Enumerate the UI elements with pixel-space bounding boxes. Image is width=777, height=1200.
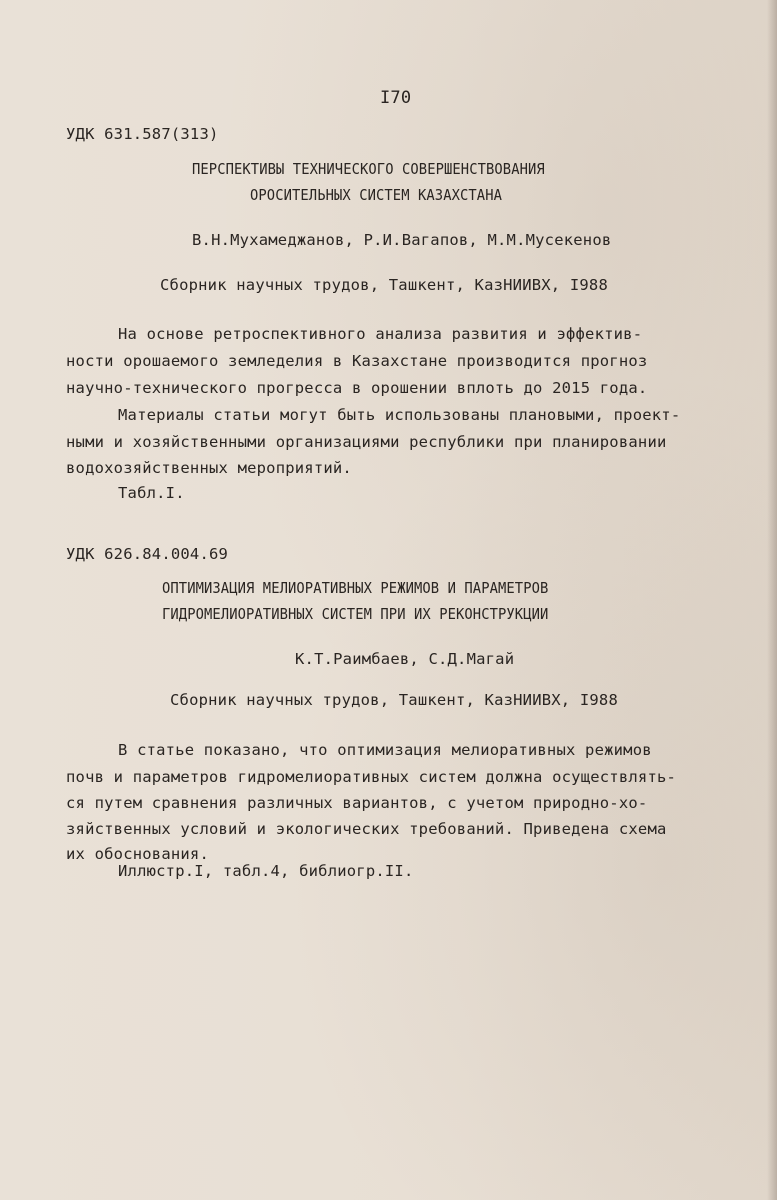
article-2-source: Сборник научных трудов, Ташкент, КазНИИВХ, I988	[170, 691, 618, 709]
article-1-udc: УДК 631.587(313)	[66, 125, 219, 143]
article-1-abstract-line: научно-технического прогресса в орошении вплоть до 2015 года.	[66, 379, 648, 397]
article-1-source: Сборник научных трудов, Ташкент, КазНИИВХ, I988	[160, 276, 608, 294]
article-2-title-line-1: ОПТИМИЗАЦИЯ МЕЛИОРАТИВНЫХ РЕЖИМОВ И ПАРАМЕТРОВ	[162, 579, 549, 597]
article-2-abstract-line: зяйственных условий и экологических требований. Приведена схема	[66, 820, 667, 838]
article-1-authors: В.Н.Мухамеджанов, Р.И.Вагапов, М.М.Мусекенов	[192, 231, 612, 249]
page-edge-shadow	[767, 0, 777, 1200]
article-1-abstract-line: ности орошаемого земледелия в Казахстане производится прогноз	[66, 352, 648, 370]
article-2-note: Иллюстр.I, табл.4, библиогр.II.	[118, 862, 414, 880]
article-1-abstract-line: водохозяйственных мероприятий.	[66, 459, 352, 477]
article-1-abstract-line: ными и хозяйственными организациями республики при планировании	[66, 433, 667, 451]
article-2-udc: УДК 626.84.004.69	[66, 545, 229, 563]
article-2-authors: К.Т.Раимбаев, С.Д.Магай	[295, 650, 515, 668]
article-2-title-line-2: ГИДРОМЕЛИОРАТИВНЫХ СИСТЕМ ПРИ ИХ РЕКОНСТРУКЦИИ	[162, 605, 549, 623]
article-2-abstract-line: В статье показано, что оптимизация мелиоративных режимов	[118, 741, 652, 759]
article-1-title-line-2: ОРОСИТЕЛЬНЫХ СИСТЕМ КАЗАХСТАНА	[250, 186, 503, 204]
article-1-note: Табл.I.	[118, 484, 185, 502]
page-number: I70	[380, 88, 412, 108]
article-2-abstract-line: их обоснования.	[66, 845, 209, 863]
article-1-abstract-line: Материалы статьи могут быть использованы плановыми, проект-	[118, 406, 681, 424]
article-2-abstract-line: почв и параметров гидромелиоративных систем должна осуществлять-	[66, 768, 677, 786]
article-2-abstract-line: ся путем сравнения различных вариантов, с учетом природно-хо-	[66, 794, 648, 812]
article-1-abstract-line: На основе ретроспективного анализа развития и эффектив-	[118, 325, 643, 343]
article-1-title-line-1: ПЕРСПЕКТИВЫ ТЕХНИЧЕСКОГО СОВЕРШЕНСТВОВАНИЯ	[192, 160, 545, 178]
